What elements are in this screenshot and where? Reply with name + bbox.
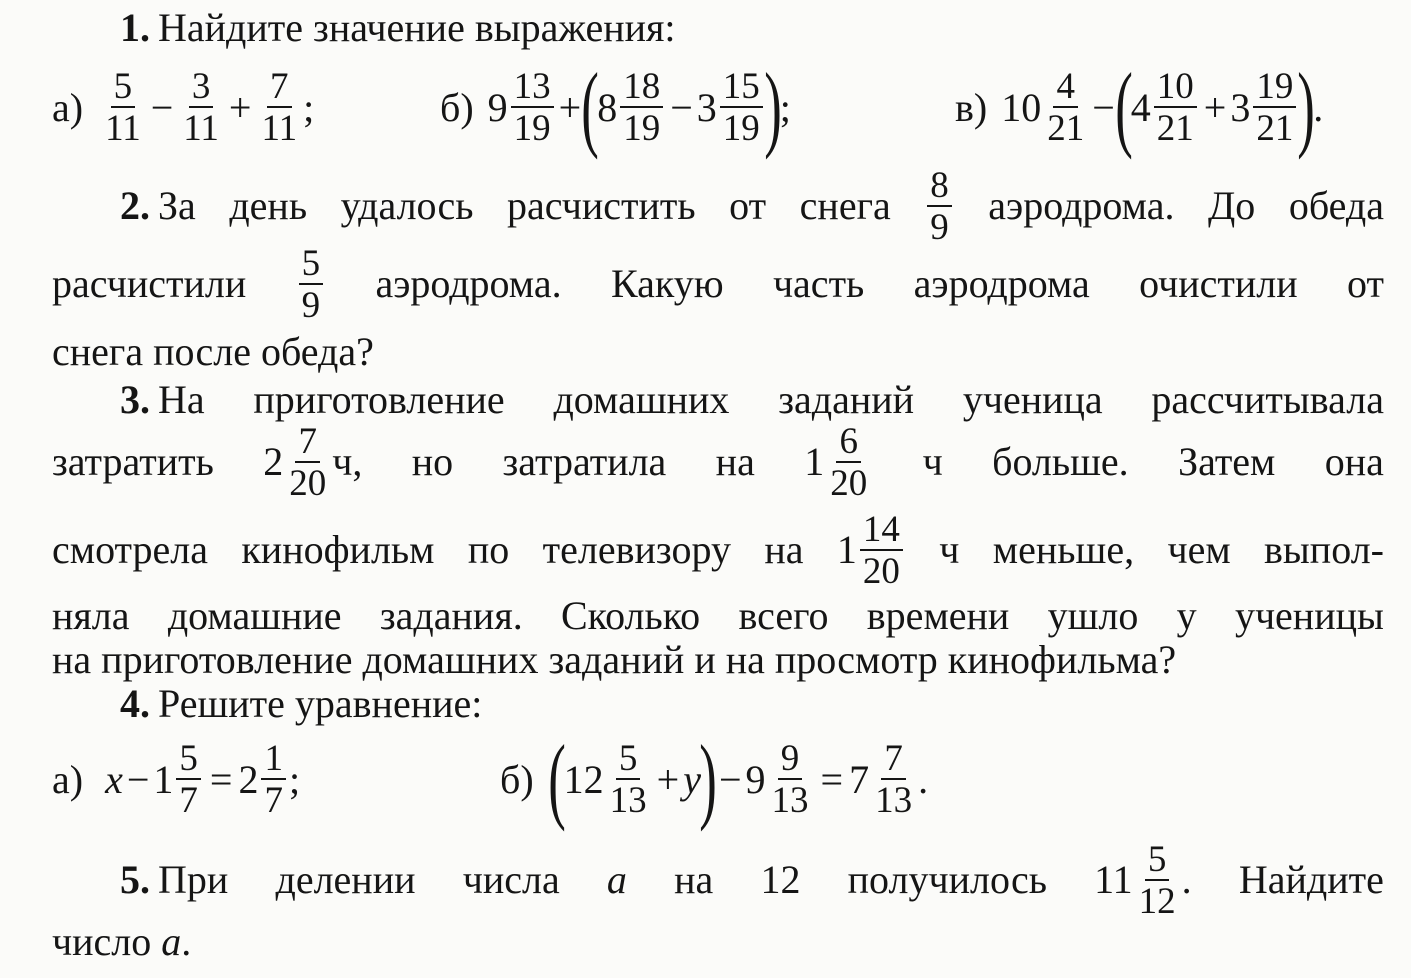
problem-number: 3. — [120, 377, 150, 422]
item-label: а) — [52, 84, 84, 130]
problem-4a: а) x − 1 $\frac{5}{7}$ = 2 $\frac{1}{7}$ ; — [52, 737, 301, 821]
item-label: в) — [955, 84, 988, 130]
problem-3-line-4: няла домашние задания. Сколько всего времени ушло у ученицы — [52, 593, 1384, 638]
problem-title: Найдите значение выражения: — [158, 5, 676, 50]
fraction: $\frac{7}{11}$ — [261, 65, 298, 149]
problem-2-line-3: снега после обеда? — [52, 329, 374, 374]
fraction: $\frac{5}{7}$ — [176, 740, 201, 819]
problem-1-heading — [120, 5, 1384, 50]
problem-title: Решите уравнение: — [158, 681, 483, 726]
fraction: $\frac{9}{13}$ — [771, 737, 809, 821]
problem-number: 2. — [120, 183, 150, 228]
problem-4-heading — [120, 681, 1384, 726]
fraction: $\frac{10}{21}$ — [1154, 68, 1197, 147]
fraction: $\frac{1}{7}$ — [261, 740, 286, 819]
fraction: $\frac{19}{21}$ — [1253, 68, 1296, 147]
problem-2-line-2: расчистили $\frac{5}{9}$ аэродрома. Какую часть аэродрома очистили от — [52, 242, 1384, 326]
fraction: $\frac{5}{9}$ — [299, 245, 324, 324]
fraction: $\frac{5}{12}$ — [1138, 838, 1176, 922]
fraction: $\frac{15}{19}$ — [720, 68, 763, 147]
problem-3-line-5: на приготовление домашних заданий и на просмотр кинофильма? — [52, 637, 1177, 682]
fraction: $\frac{6}{20}$ — [830, 420, 868, 504]
fraction: $\frac{14}{20}$ — [860, 511, 903, 590]
fraction: $\frac{4}{21}$ — [1047, 65, 1085, 149]
problem-1a: а) $\frac{5}{11}$ − $\frac{3}{11}$ + $\frac{7}{11}$ ; — [52, 65, 315, 149]
item-label: б) — [440, 84, 474, 130]
problem-3-line-3: смотрела кинофильм по телевизору на 1 $\frac{14}{20}$ ч меньше, чем выпол- — [52, 508, 1384, 592]
fraction: $\frac{3}{11}$ — [183, 65, 219, 149]
fraction: $\frac{7}{20}$ — [289, 420, 327, 504]
problem-3-line-2: затратить 2 $\frac{7}{20}$ ч, но затратила на 1 $\frac{6}{20}$ ч больше. Затем она — [52, 420, 1384, 504]
problem-1b: б) 9 $\frac{13}{19}$ + ( 8 $\frac{18}{19}$ − 3 $\frac{15}{19}$ ) ; — [440, 52, 791, 160]
item-label: б) — [500, 756, 534, 802]
fraction: $\frac{13}{19}$ — [511, 68, 554, 147]
problem-1c: в) 10 $\frac{4}{21}$ − ( 4 $\frac{10}{21}$ + 3 $\frac{19}{21}$ ) . — [955, 52, 1324, 160]
fraction: $\frac{8}{9}$ — [927, 167, 952, 246]
fraction: $\frac{18}{19}$ — [620, 68, 663, 147]
problem-number: 4. — [120, 681, 150, 726]
problem-number: 5. — [120, 857, 150, 902]
item-label: а) — [52, 756, 84, 802]
fraction: $\frac{7}{13}$ — [875, 737, 913, 821]
problem-5-line-2: число a. — [52, 919, 192, 964]
problem-3-line-1: 3. На приготовление домашних заданий ученица рассчитывала — [120, 377, 1384, 422]
fraction: $\frac{5}{11}$ — [105, 65, 141, 149]
problem-5-line-1: 5. При делении числа a на 12 получилось 11 $\frac{5}{12}$ . Найдите — [120, 838, 1384, 922]
fraction: $\frac{5}{13}$ — [609, 737, 647, 821]
problem-number: 1. — [120, 5, 150, 50]
problem-2-line-1: 2. За день удалось расчистить от снега $\frac{8}{9}$ аэродрома. До обеда — [120, 164, 1384, 248]
problem-4b: б) ( 12 $\frac{5}{13}$ + y ) − 9 $\frac{9}{13}$ = 7 $\frac{7}{13}$ . — [500, 724, 929, 832]
